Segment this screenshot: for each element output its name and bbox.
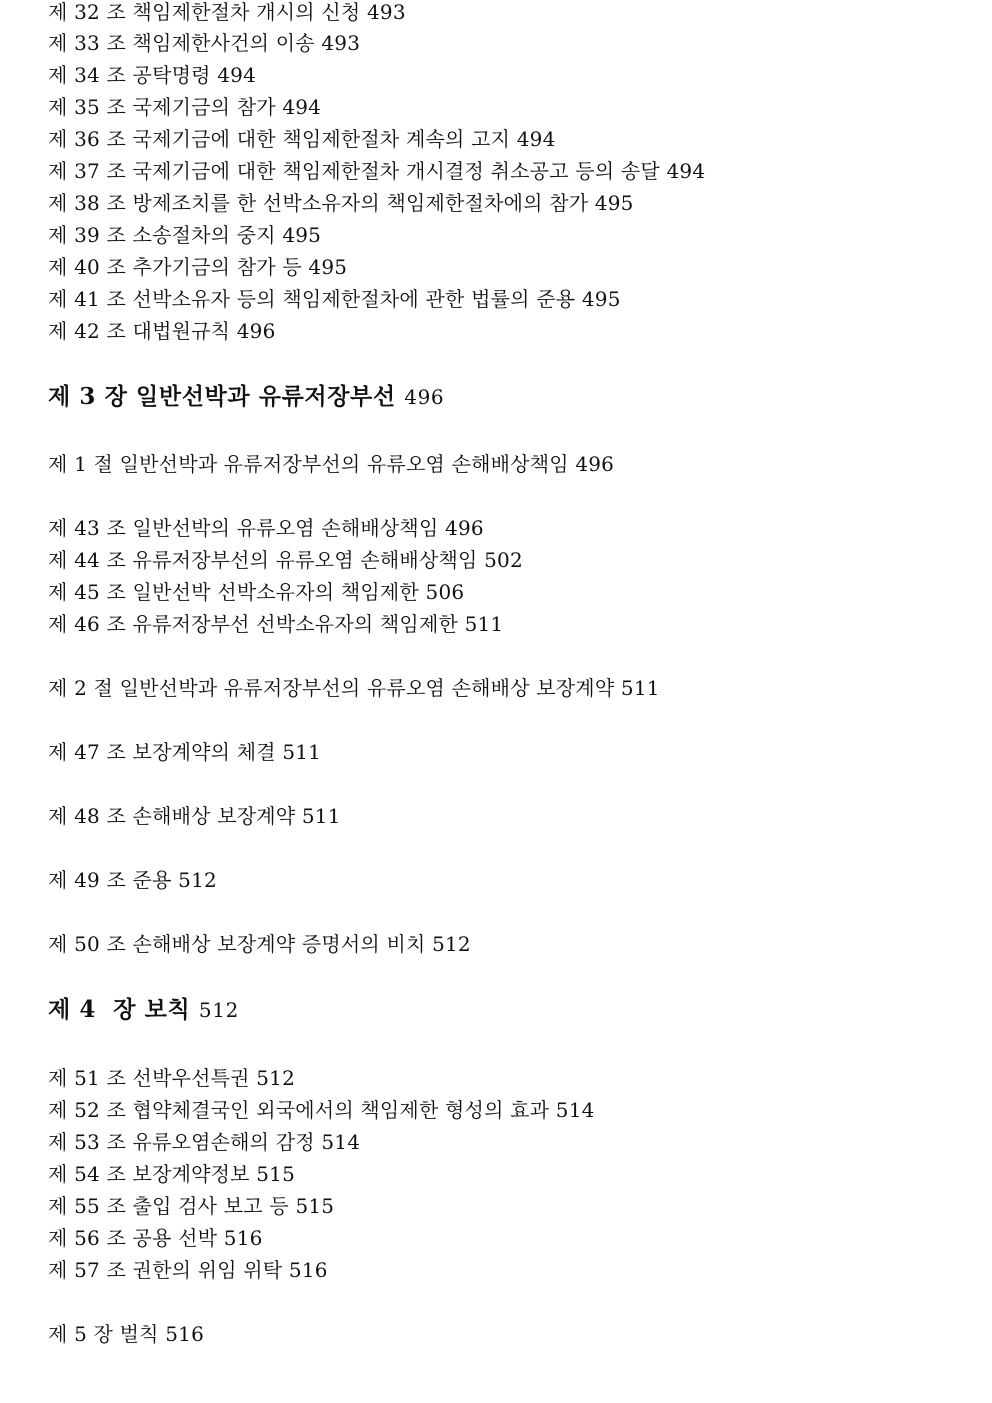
toc-chapter-page: 516 <box>165 1322 205 1346</box>
toc-entry-page: 512 <box>178 868 217 892</box>
toc-entry-page: 511 <box>464 612 504 636</box>
toc-section-page: 511 <box>620 676 660 700</box>
toc-section-page: 496 <box>575 452 615 476</box>
toc-section-1[interactable] <box>48 452 614 476</box>
toc-entry-label: 제 39 조 소송절차의 중지 <box>48 223 276 247</box>
toc-entry-page: 515 <box>256 1162 296 1186</box>
toc-entry-label: 제 36 조 국제기금에 대한 책임제한절차 계속의 고지 <box>48 127 511 151</box>
toc-entry-label: 제 55 조 출입 검사 보고 등 <box>48 1194 289 1218</box>
toc-entry-label: 제 40 조 추가기금의 참가 등 <box>48 255 302 279</box>
toc-entry-article-45[interactable] <box>48 580 464 604</box>
toc-entry-page: 515 <box>295 1194 335 1218</box>
toc-entry-page: 494 <box>666 159 706 183</box>
toc-entry-page: 493 <box>366 0 406 24</box>
toc-entry-page: 506 <box>425 580 465 604</box>
toc-entry-article-35[interactable] <box>48 95 321 119</box>
toc-entry-page: 514 <box>555 1098 595 1122</box>
toc-entry-article-50[interactable] <box>48 932 471 956</box>
toc-entry-page: 516 <box>288 1258 328 1282</box>
toc-entry-label: 제 37 조 국제기금에 대한 책임제한절차 개시결정 취소공고 등의 송달 <box>48 159 660 183</box>
toc-chapter-4-heading[interactable] <box>48 998 239 1022</box>
toc-chapter-label: 제 4 장 보칙 <box>48 996 191 1023</box>
toc-entry-label: 제 56 조 공용 선박 <box>48 1226 218 1250</box>
toc-entry-article-57[interactable] <box>48 1258 328 1282</box>
toc-entry-article-41[interactable] <box>48 287 621 311</box>
toc-entry-article-39[interactable] <box>48 223 321 247</box>
toc-entry-page: 502 <box>484 548 523 572</box>
toc-entry-label: 제 49 조 준용 <box>48 868 172 892</box>
toc-entry-article-33[interactable] <box>48 31 360 55</box>
toc-entry-label: 제 50 조 손해배상 보장계약 증명서의 비치 <box>48 932 426 956</box>
toc-entry-page: 495 <box>282 223 322 247</box>
toc-entry-article-49[interactable] <box>48 868 217 892</box>
toc-entry-label: 제 34 조 공탁명령 <box>48 63 211 87</box>
toc-entry-article-48[interactable] <box>48 804 341 828</box>
toc-entry-article-56[interactable] <box>48 1226 263 1250</box>
toc-entry-article-43[interactable] <box>48 516 484 540</box>
toc-entry-label: 제 45 조 일반선박 선박소유자의 책임제한 <box>48 580 419 604</box>
toc-entry-label: 제 47 조 보장계약의 체결 <box>48 740 276 764</box>
toc-entry-page: 494 <box>516 127 556 151</box>
toc-section-2[interactable] <box>48 676 660 700</box>
toc-entry-article-36[interactable] <box>48 127 556 151</box>
toc-entry-label: 제 52 조 협약체결국인 외국에서의 책임제한 형성의 효과 <box>48 1098 550 1122</box>
toc-entry-label: 제 51 조 선박우선특권 <box>48 1066 250 1090</box>
toc-entry-page: 511 <box>301 804 341 828</box>
toc-entry-article-38[interactable] <box>48 191 634 215</box>
toc-entry-page: 493 <box>321 31 361 55</box>
toc-entry-page: 514 <box>321 1130 361 1154</box>
toc-entry-page: 495 <box>581 287 621 311</box>
toc-entry-label: 제 48 조 손해배상 보장계약 <box>48 804 296 828</box>
toc-entry-label: 제 46 조 유류저장부선 선박소유자의 책임제한 <box>48 612 458 636</box>
toc-entry-label: 제 53 조 유류오염손해의 감정 <box>48 1130 315 1154</box>
toc-entry-page: 495 <box>594 191 634 215</box>
toc-entry-page: 495 <box>308 255 348 279</box>
toc-entry-article-37[interactable] <box>48 159 705 183</box>
toc-chapter-page: 496 <box>404 385 445 409</box>
toc-entry-article-47[interactable] <box>48 740 321 764</box>
toc-entry-label: 제 54 조 보장계약정보 <box>48 1162 250 1186</box>
toc-chapter-page: 512 <box>198 998 239 1022</box>
toc-entry-page: 496 <box>236 319 276 343</box>
toc-entry-article-42[interactable] <box>48 319 276 343</box>
toc-entry-page: 512 <box>256 1066 296 1090</box>
toc-entry-article-52[interactable] <box>48 1098 595 1122</box>
toc-entry-label: 제 33 조 책임제한사건의 이송 <box>48 31 315 55</box>
toc-entry-article-55[interactable] <box>48 1194 334 1218</box>
toc-entry-label: 제 32 조 책임제한절차 개시의 신청 <box>48 0 361 24</box>
toc-entry-page: 516 <box>223 1226 263 1250</box>
toc-entry-page: 496 <box>445 516 484 540</box>
toc-entry-article-40[interactable] <box>48 255 347 279</box>
toc-entry-label: 제 42 조 대법원규칙 <box>48 319 231 343</box>
toc-entry-label: 제 44 조 유류저장부선의 유류오염 손해배상책임 <box>48 548 478 572</box>
toc-entry-label: 제 41 조 선박소유자 등의 책임제한절차에 관한 법률의 준용 <box>48 287 576 311</box>
toc-chapter-5-heading[interactable] <box>48 1322 204 1346</box>
toc-chapter-3-heading[interactable] <box>48 385 444 409</box>
toc-entry-article-54[interactable] <box>48 1162 295 1186</box>
toc-chapter-label: 제 5 장 벌칙 <box>48 1322 159 1346</box>
toc-entry-label: 제 43 조 일반선박의 유류오염 손해배상책임 <box>48 516 439 540</box>
toc-entry-article-32[interactable] <box>48 0 406 24</box>
toc-section-label: 제 1 절 일반선박과 유류저장부선의 유류오염 손해배상책임 <box>48 452 569 476</box>
toc-entry-article-34[interactable] <box>48 63 256 87</box>
toc-entry-label: 제 38 조 방제조치를 한 선박소유자의 책임제한절차에의 참가 <box>48 191 589 215</box>
toc-entry-article-53[interactable] <box>48 1130 360 1154</box>
toc-entry-article-51[interactable] <box>48 1066 295 1090</box>
toc-entry-label: 제 35 조 국제기금의 참가 <box>48 95 276 119</box>
toc-chapter-label: 제 3 장 일반선박과 유류저장부선 <box>48 383 396 410</box>
toc-entry-label: 제 57 조 권한의 위임 위탁 <box>48 1258 283 1282</box>
toc-entry-article-44[interactable] <box>48 548 523 572</box>
toc-entry-page: 511 <box>282 740 322 764</box>
toc-entry-page: 512 <box>432 932 471 956</box>
toc-entry-page: 494 <box>217 63 256 87</box>
toc-entry-page: 494 <box>282 95 322 119</box>
toc-entry-article-46[interactable] <box>48 612 503 636</box>
toc-section-label: 제 2 절 일반선박과 유류저장부선의 유류오염 손해배상 보장계약 <box>48 676 615 700</box>
